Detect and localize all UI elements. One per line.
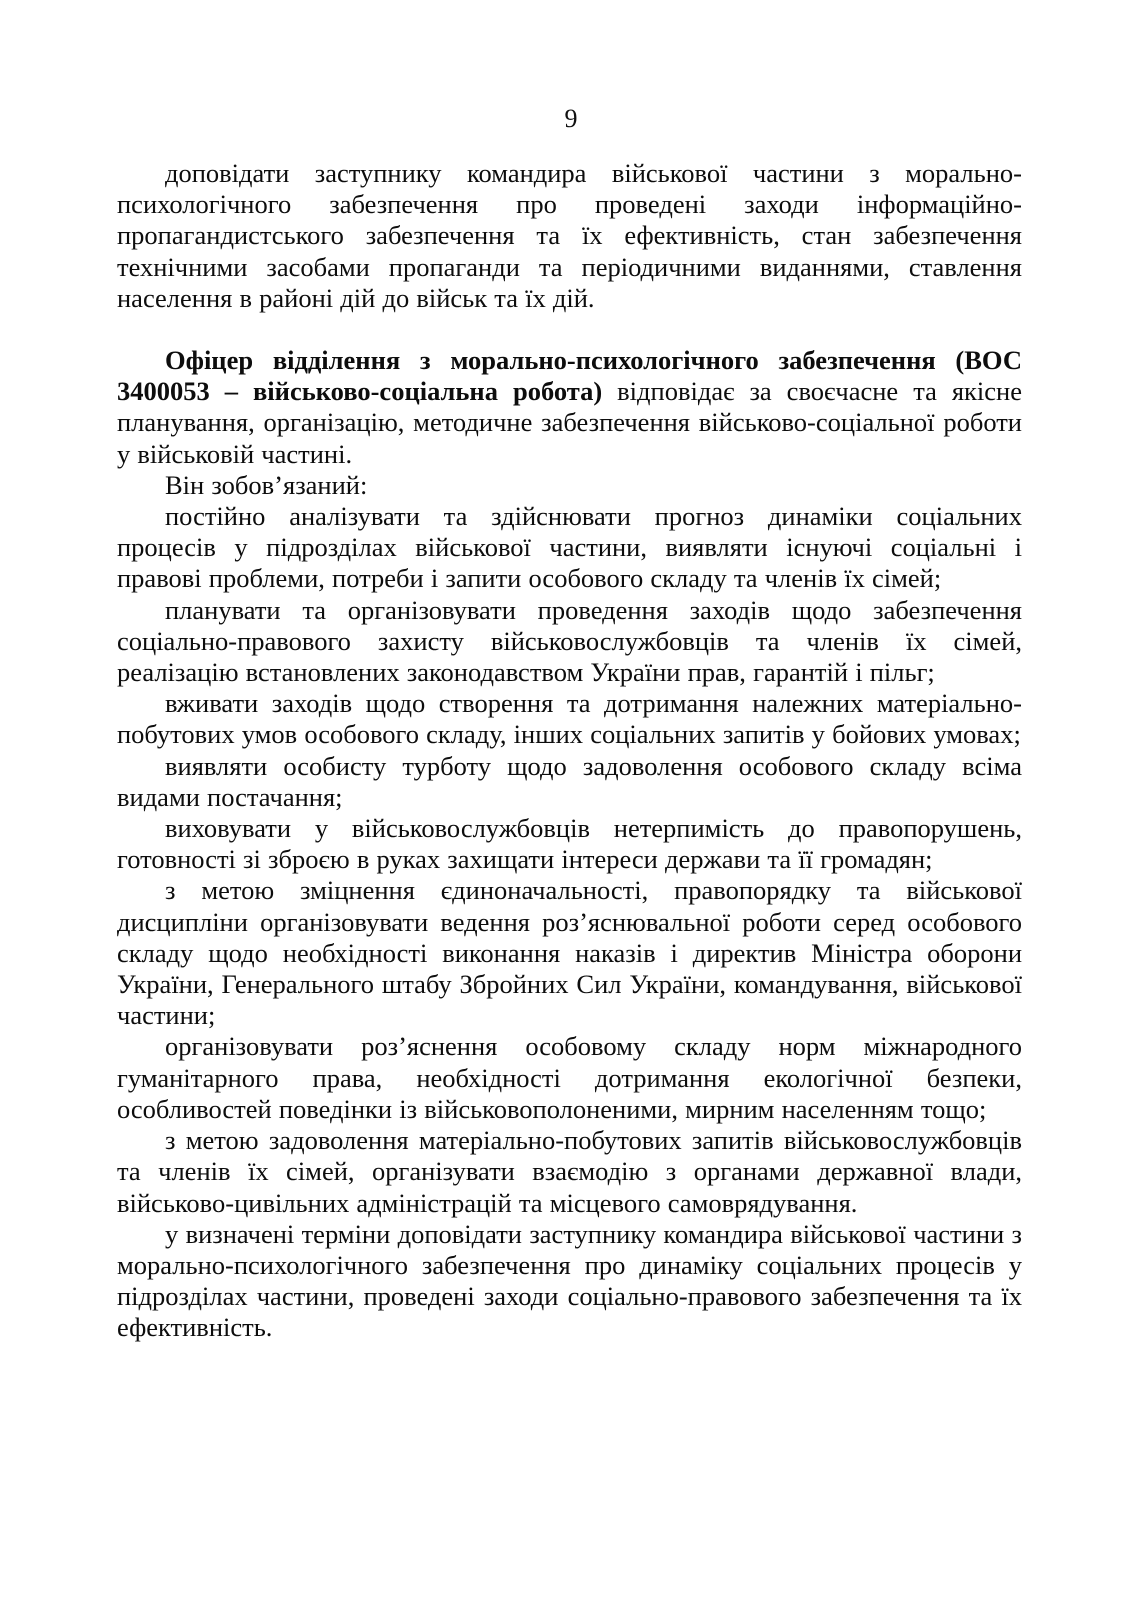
paragraph-2-bold-lead: Офіцер відділення з морально-психологічного забезпечення (ВОС 3400053 – військово-соціальна робота) [117, 345, 1022, 407]
paragraph-2-rest: відповідає за своєчасне та якісне планування, організацію, методичне забезпечення військово-соціальної роботи у військовій частині. [117, 376, 1022, 469]
paragraph-7: виявляти особисту турботу щодо задоволення особового складу всіма видами постачання; [117, 750, 1022, 812]
paragraph-1: доповідати заступнику командира військової частини з морально-психологічного забезпечення про проведені заходи інформаційно-пропагандистського забезпечення та їх ефективність, стан забезпечення технічними засобами пропаганди та періодичними виданнями, ставлення населення в районі дій до військ та їх дій. [117, 158, 1022, 313]
paragraph-8: виховувати у військовослужбовців нетерпимість до правопорушень, готовності зі зброєю в руках захищати інтереси держави та її громадян; [117, 813, 1022, 875]
page-number: 9 [564, 104, 578, 133]
paragraph-10: організовувати роз’яснення особовому складу норм міжнародного гуманітарного права, необхідності дотримання екологічної безпеки, особливостей поведінки із військовополоненими, мирним населенням тощо; [117, 1031, 1022, 1124]
document-body [117, 158, 1022, 1344]
paragraph-4: постійно аналізувати та здійснювати прогноз динаміки соціальних процесів у підрозділах військової частини, виявляти існуючі соціальні і правові проблеми, потреби і запити особового складу та членів їх сімей; [117, 501, 1022, 594]
paragraph-9: з метою зміцнення єдиноначальності, правопорядку та військової дисципліни організовувати ведення роз’яснювальної роботи серед особового складу щодо необхідності виконання наказів і директив Міністра оборони України, Генерального штабу Збройних Сил України, командування, військової частини; [117, 875, 1022, 1031]
paragraph-6: вживати заходів щодо створення та дотримання належних матеріально-побутових умов особового складу, інших соціальних запитів у бойових умовах; [117, 688, 1022, 750]
paragraph-3: Він зобов’язаний: [165, 469, 368, 500]
paragraph-11: з метою задоволення матеріально-побутових запитів військовослужбовців та членів їх сімей, організувати взаємодію з органами державної влади, військово-цивільних адміністрацій та місцевого самоврядування. [117, 1125, 1022, 1218]
paragraph-12: у визначені терміни доповідати заступнику командира військової частини з морально-психологічного забезпечення про динаміку соціальних процесів у підрозділах частини, проведені заходи соціально-правового забезпечення та їх ефективність. [117, 1218, 1022, 1343]
paragraph-2 [117, 345, 1022, 470]
paragraph-5: планувати та організовувати проведення заходів щодо забезпечення соціально-правового захисту військовослужбовців та членів їх сімей, реалізацію встановлених законодавством України прав, гарантій і пільг; [117, 594, 1022, 688]
